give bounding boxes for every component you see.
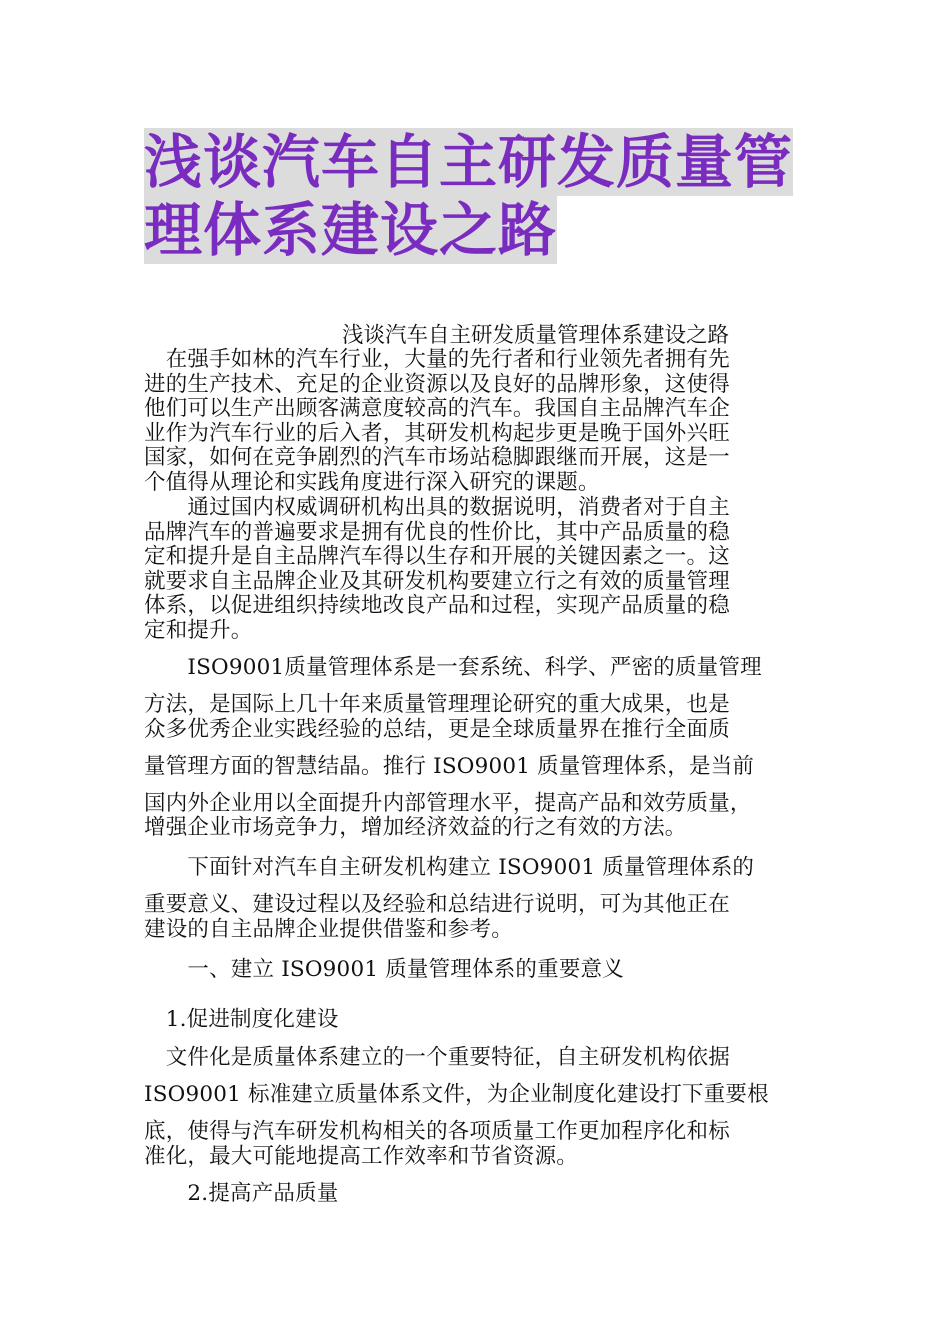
paragraph-line: 他们可以生产出顾客满意度较高的汽车。我国自主品牌汽车企: [144, 396, 730, 421]
paragraph-line: 准化，最大可能地提高工作效率和节省资源。: [144, 1143, 579, 1169]
document-title: [144, 128, 824, 264]
paragraph-line: 就要求自主品牌企业及其研发机构要建立行之有效的质量管理: [144, 568, 730, 594]
paragraph-line: ISO9001 标准建立质量体系文件，为企业制度化建设打下重要根: [144, 1082, 769, 1107]
subsection-heading-text: 2.提高产品质量: [144, 1181, 339, 1206]
title-line-2: 理体系建设之路: [144, 196, 558, 264]
subsection-heading-2: [144, 1182, 816, 1207]
paragraph-line: 在强手如林的汽车行业，大量的先行者和行业领先者拥有先: [144, 347, 730, 372]
title-line-1: 浅谈汽车自主研发质量管: [144, 128, 794, 196]
paragraph-iso-description: [144, 656, 816, 841]
paragraph-line: 业作为汽车行业的后入者，其研发机构起步更是晚于国外兴旺: [144, 420, 730, 446]
paragraph-line: 方法，是国际上几十年来质量管理理论研究的重大成果，也是: [144, 692, 730, 717]
paragraph-documentation: [144, 1046, 816, 1169]
paragraph-overview: [144, 856, 816, 942]
paragraph-line: 体系，以促进组织持续地改良产品和过程，实现产品质量的稳: [144, 593, 730, 618]
document-subtitle: 浅谈汽车自主研发质量管理体系建设之路: [342, 323, 730, 348]
paragraph-line: 下面针对汽车自主研发机构建立 ISO9001 质量管理体系的: [144, 855, 755, 880]
paragraph-line: 重要意义、建设过程以及经验和总结进行说明，可为其他正在: [144, 892, 730, 917]
paragraph-survey: [144, 496, 816, 643]
subsection-heading-text: 1.促进制度化建设: [144, 1007, 339, 1032]
paragraph-line: 国内外企业用以全面提升内部管理水平，提高产品和效劳质量，: [144, 790, 752, 816]
section-heading: [144, 958, 816, 983]
paragraph-line: 底，使得与汽车研发机构相关的各项质量工作更加程序化和标: [144, 1119, 730, 1144]
paragraph-line: 定和提升。: [144, 617, 253, 643]
paragraph-line: 建设的自主品牌企业提供借鉴和参考。: [144, 916, 513, 942]
paragraph-line: 增强企业市场竞争力，增加经济效益的行之有效的方法。: [144, 815, 687, 840]
paragraph-line: ISO9001质量管理体系是一套系统、科学、严密的质量管理: [144, 655, 762, 680]
paragraph-line: 众多优秀企业实践经验的总结，更是全球质量界在推行全面质: [144, 716, 730, 742]
section-heading-text: 一、建立 ISO9001 质量管理体系的重要意义: [144, 957, 624, 982]
paragraph-line: 通过国内权威调研机构出具的数据说明，消费者对于自主: [144, 495, 730, 520]
paragraph-line: 品牌汽车的普遍要求是拥有优良的性价比，其中产品质量的稳: [144, 519, 730, 545]
paragraph-line: 量管理方面的智慧结晶。推行 ISO9001 质量管理体系，是当前: [144, 753, 755, 779]
paragraph-intro: [144, 348, 816, 495]
subsection-heading-1: [144, 1008, 816, 1033]
paragraph-line: 进的生产技术、充足的企业资源以及良好的品牌形象，这使得: [144, 371, 730, 397]
paragraph-line: 个值得从理论和实践角度进行深入研究的课题。: [144, 469, 600, 495]
paragraph-line: 文件化是质量体系建立的一个重要特征，自主研发机构依据: [144, 1045, 730, 1070]
paragraph-line: 国家，如何在竞争剧烈的汽车市场站稳脚跟继而开展，这是一: [144, 445, 730, 470]
paragraph-line: 定和提升是自主品牌汽车得以生存和开展的关键因素之一。这: [144, 544, 730, 569]
